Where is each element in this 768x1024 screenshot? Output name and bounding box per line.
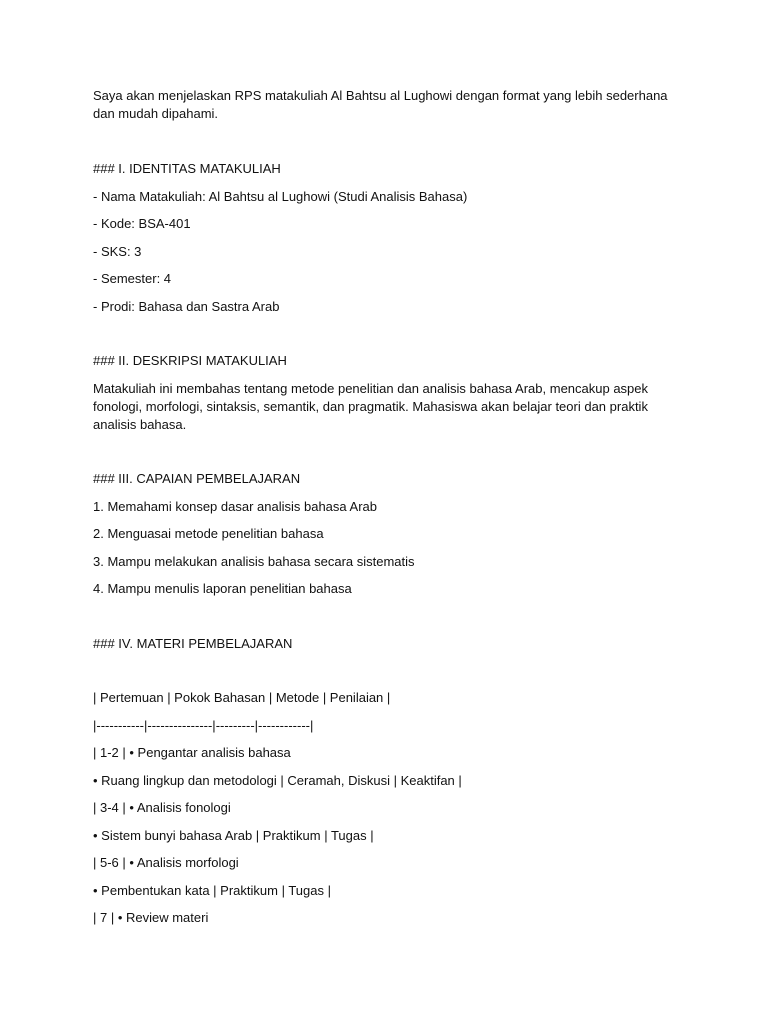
list-item: - Nama Matakuliah: Al Bahtsu al Lughowi (Studi Analisis Bahasa) [93, 188, 468, 204]
intro-paragraph: Saya akan menjelaskan RPS matakuliah Al Bahtsu al Lughowi dengan format yang lebih sederhana dan mudah dipahami. [93, 88, 672, 121]
description-paragraph: Matakuliah ini membahas tentang metode penelitian dan analisis bahasa Arab, mencakup aspek fonologi, morfologi, sintaksis, semantik, dan pragmatik. Mahasiswa akan belajar teori dan praktik analisis bahasa. [93, 380, 652, 432]
list-item: 1. Memahami konsep dasar analisis bahasa Arab [93, 498, 377, 514]
document-body [93, 87, 683, 937]
section-heading-capaian: ### III. CAPAIAN PEMBELAJARAN [93, 471, 301, 486]
table-row: | 5-6 | • Analisis morfologi [93, 855, 239, 870]
section-heading-deskripsi: ### II. DESKRIPSI MATAKULIAH [93, 353, 287, 368]
list-item: - Kode: BSA-401 [93, 216, 191, 231]
table-row: | 1-2 | • Pengantar analisis bahasa [93, 745, 291, 760]
section-heading-identitas: ### I. IDENTITAS MATAKULIAH [93, 161, 281, 176]
list-item: 4. Mampu menulis laporan penelitian bahasa [93, 581, 352, 596]
table-row: • Sistem bunyi bahasa Arab | Praktikum | Tugas | [93, 827, 374, 843]
table-row: • Ruang lingkup dan metodologi | Ceramah, Diskusi | Keaktifan | [93, 772, 462, 788]
table-row: • Pembentukan kata | Praktikum | Tugas | [93, 882, 331, 898]
list-item: - SKS: 3 [93, 243, 142, 259]
table-row: | 7 | • Review materi [93, 910, 209, 925]
table-row: | Pertemuan | Pokok Bahasan | Metode | Penilaian | [93, 690, 391, 705]
list-item: 3. Mampu melakukan analisis bahasa secara sistematis [93, 553, 415, 569]
list-item: 2. Menguasai metode penelitian bahasa [93, 526, 324, 541]
table-separator: |-----------|---------------|---------|------------| [93, 717, 314, 733]
list-item: - Prodi: Bahasa dan Sastra Arab [93, 298, 280, 314]
section-heading-materi: ### IV. MATERI PEMBELAJARAN [93, 635, 293, 651]
table-row: | 3-4 | • Analisis fonologi [93, 800, 231, 815]
list-item: - Semester: 4 [93, 271, 172, 286]
